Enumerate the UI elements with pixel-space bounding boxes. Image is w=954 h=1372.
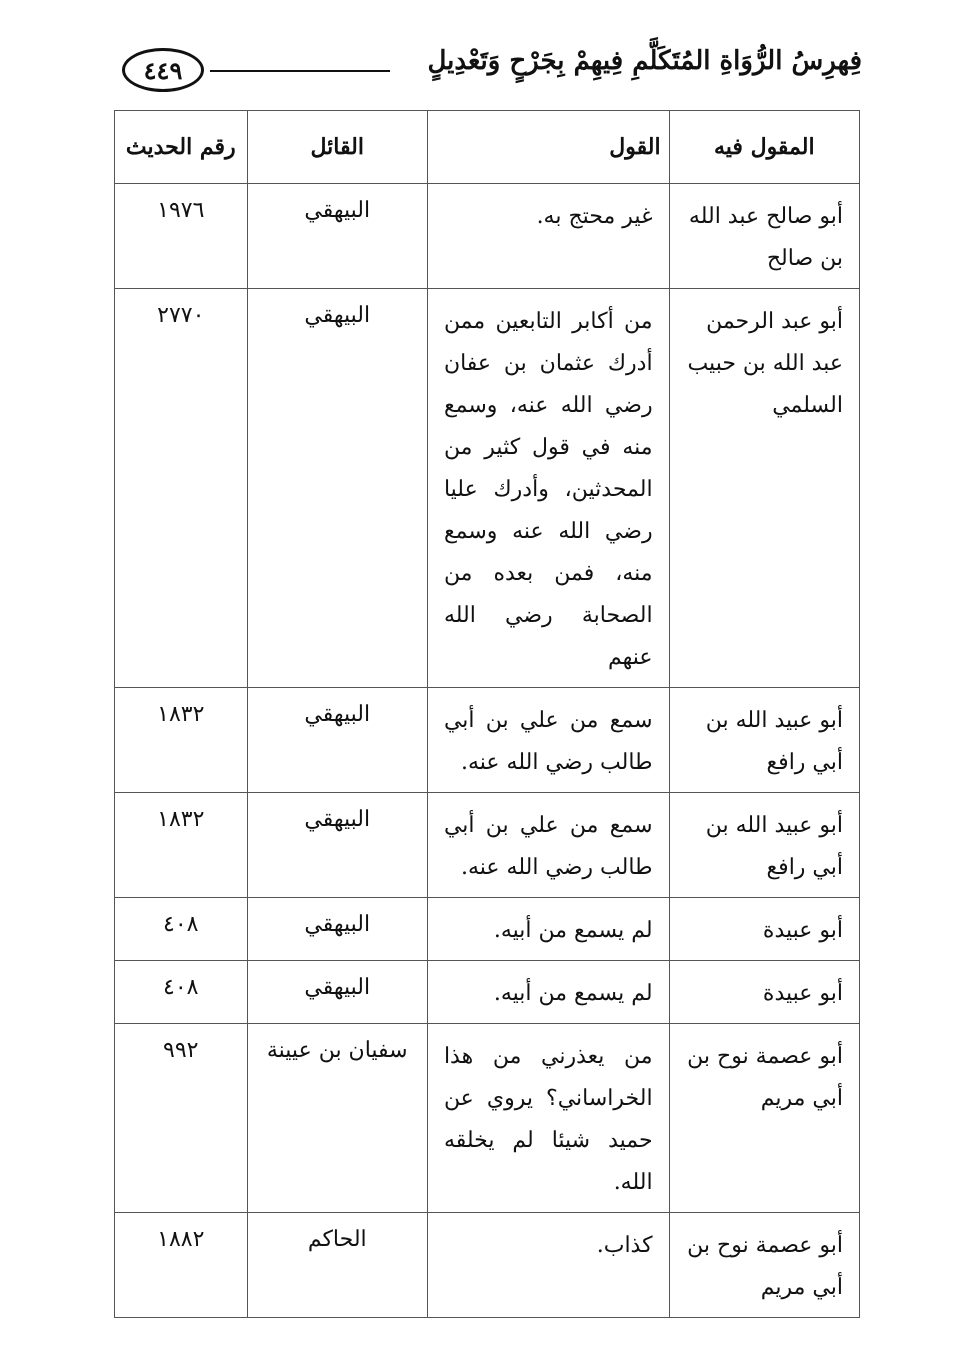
cell-sayer: البيهقي [247, 793, 427, 898]
cell-sayer: البيهقي [247, 898, 427, 961]
cell-hadith-number: ٩٩٢ [115, 1024, 248, 1213]
cell-hadith-number: ١٨٨٢ [115, 1213, 248, 1318]
cell-saying: لم يسمع من أبيه. [427, 961, 669, 1024]
cell-subject: أبو عبيدة [669, 898, 859, 961]
column-header-sayer: القائل [247, 111, 427, 184]
table-row [115, 961, 860, 1024]
narrators-index-table [114, 110, 860, 1318]
cell-subject: أبو عبد الرحمن عبد الله بن حبيب السلمي [669, 289, 859, 688]
cell-saying: سمع من علي بن أبي طالب رضي الله عنه. [427, 688, 669, 793]
cell-hadith-number: ١٩٧٦ [115, 184, 248, 289]
cell-subject: أبو عبيد الله بن أبي رافع [669, 688, 859, 793]
cell-sayer: البيهقي [247, 289, 427, 688]
cell-hadith-number: ٤٠٨ [115, 898, 248, 961]
cell-sayer: البيهقي [247, 961, 427, 1024]
cell-saying: لم يسمع من أبيه. [427, 898, 669, 961]
cell-saying: غير محتج به. [427, 184, 669, 289]
cell-subject: أبو عصمة نوح بن أبي مريم [669, 1213, 859, 1318]
cell-saying: من يعذرني من هذا الخراساني؟ يروي عن حميد شيئا لم يخلقه الله. [427, 1024, 669, 1213]
table-row [115, 898, 860, 961]
cell-hadith-number: ١٨٣٢ [115, 793, 248, 898]
header-rule [210, 70, 390, 72]
table-header-row [115, 111, 860, 184]
cell-sayer: البيهقي [247, 688, 427, 793]
cell-saying: من أكابر التابعين ممن أدرك عثمان بن عفان رضي الله عنه، وسمع منه في قول كثير من المحدثين، وأدرك عليا رضي الله عنه وسمع منه، فمن بعده من الصحابة رضي الله عنهم [427, 289, 669, 688]
cell-sayer: الحاكم [247, 1213, 427, 1318]
cell-subject: أبو عبيدة [669, 961, 859, 1024]
cell-sayer: سفيان بن عيينة [247, 1024, 427, 1213]
page-number: ٤٤٩ [122, 48, 204, 92]
cell-hadith-number: ٤٠٨ [115, 961, 248, 1024]
cell-subject: أبو عصمة نوح بن أبي مريم [669, 1024, 859, 1213]
page-title: فِهرِسُ الرُّوَاةِ المُتَكَلَّمِ فِيهِمْ بِجَرْحٍ وَتَعْدِيلٍ [427, 46, 862, 76]
cell-subject: أبو عبيد الله بن أبي رافع [669, 793, 859, 898]
cell-sayer: البيهقي [247, 184, 427, 289]
cell-hadith-number: ٢٧٧٠ [115, 289, 248, 688]
column-header-hadith-number: رقم الحديث [115, 111, 248, 184]
table-row [115, 1024, 860, 1213]
column-header-subject: المقول فيه [669, 111, 859, 184]
page-header [112, 40, 862, 100]
table-row [115, 1213, 860, 1318]
table-row [115, 793, 860, 898]
table-row [115, 688, 860, 793]
table-row [115, 289, 860, 688]
table-row [115, 184, 860, 289]
cell-subject: أبو صالح عبد الله بن صالح [669, 184, 859, 289]
cell-saying: كذاب. [427, 1213, 669, 1318]
cell-hadith-number: ١٨٣٢ [115, 688, 248, 793]
column-header-saying: القول [427, 111, 669, 184]
cell-saying: سمع من علي بن أبي طالب رضي الله عنه. [427, 793, 669, 898]
